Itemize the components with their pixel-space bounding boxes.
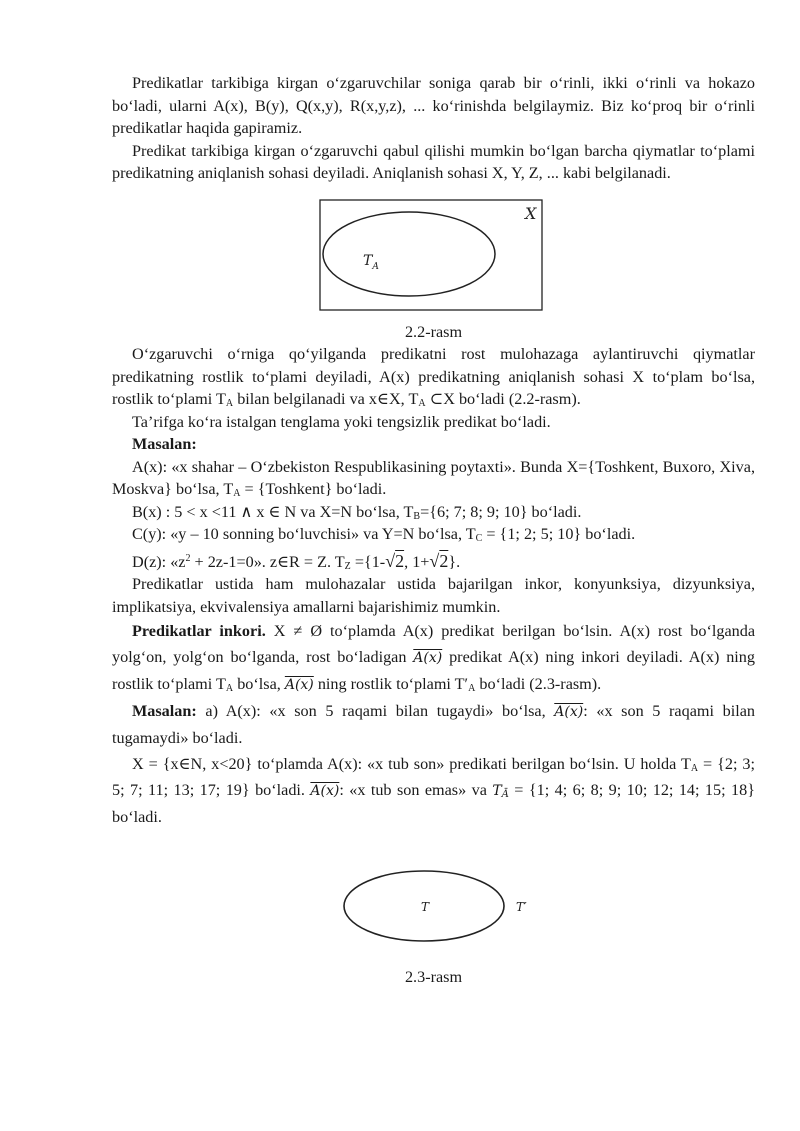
example-negation-prime: X = {x∈N, x<20} to‘plamda A(x): «x tub son» predikati berilgan bo‘lsin. U holda $T_A = \{2$; 3; 5; 7; 11; 13; 17; 19} bo‘ladi. A(x): «x tub son emas» va $T_Ā = \{1$; 4; 6; 8; 9; 10; 12; 14; 15; 18} bo‘ladi.: [112, 755, 755, 826]
paragraph-equation-note: Ta’rifga ko‘ra istalgan tenglama yoki tengsizlik predikat bo‘ladi.: [132, 412, 551, 431]
example-b: B(x) : 5 < x <11 ∧ x ∈ N va X=N bo‘lsa, $T_B=\{6$; 7; 8; 9; 10} bo‘ladi.: [132, 502, 582, 522]
paragraph-predicate-arity: Predikatlar tarkibiga kirgan o‘zgaruvchilar soniga qarab bir o‘rinli, ikki o‘rinli va hokazo bo‘ladi, ularni A(x), B(y), Q(x,y), R(x,y,z), ... ko‘rinishda belgilaymiz. Biz ko‘proq bir o‘rinli predikatlar haqida gapiramiz.: [112, 74, 755, 137]
figure-2-3: [112, 868, 755, 968]
set-x-rectangle: [320, 200, 542, 310]
figure-2-3-caption: 2.3-rasm: [404, 968, 463, 986]
negated-predicate: A(x): [310, 783, 340, 799]
paragraph-operations: Predikatlar ustida ham mulohazalar ustida bajarilgan inkor, konyunksiya, dizyunksiya, implikatsiya, ekvivalensiya amallarni bajarishimiz mumkin.: [112, 575, 755, 616]
paragraph-domain-definition: Predikat tarkibiga kirgan o‘zgaruvchi qabul qilishi mumkin bo‘lgan barcha qiymatlar to‘plami predikatning aniqlanish sohasi deyiladi. Aniqlanish sohasi X, Y, Z, ... kabi belgilanadi.: [112, 141, 755, 182]
paragraph-truth-set: O‘zgaruvchi o‘rniga qo‘yilganda predikatni rost mulohazaga aylantiruvchi qiymatlar predikatning rostlik to‘plami deyiladi, A(x) predikatning aniqlanish sohasi X to‘plam bo‘lsa, rostlik to‘plami $T_A$ bilan belgilanadi va x∈X, $T_A$ ⊂X bo‘ladi (2.2-rasm).: [112, 345, 755, 409]
example-c: C(y): «y – 10 sonning bo‘luvchisi» va Y=N bo‘lsa, $T_C = \{1$; 2; 5; 10} bo‘ladi.: [132, 525, 636, 544]
venn-diagram-domain: [319, 199, 543, 311]
paragraph-predicate-negation: Predikatlar inkori. X ≠ Ø to‘plamda A(x) predikat berilgan bo‘lsin. A(x) rost bo‘lganda yolg‘on, yolg‘on bo‘lganda, rost bo‘ladigan A(x) predikat A(x) ning inkori deyiladi. A(x) ning rostlik to‘plami $T_A$ bo‘lsa, A(x) ning rostlik to‘plami $T'_A$ bo‘ladi (2.3-rasm).: [112, 622, 756, 694]
set-t-label: T: [421, 900, 430, 914]
set-ta-ellipse: [323, 212, 495, 296]
figure-2-2-caption: 2.2-rasm: [404, 322, 463, 341]
example-negation-digit-five: Masalan: a) A(x): «x son 5 raqami bilan tugaydi» bo‘lsa, A(x): «x son 5 raqami bilan tugamaydi» bo‘ladi.: [112, 702, 755, 747]
sqrt-symbol: √2: [429, 550, 449, 571]
example-a: A(x): «x shahar – O‘zbekiston Respublikasining poytaxti». Bunda X={Toshkent, Buxoro, Xiva, Moskva} bo‘lsa, $T_A$ = {Toshkent} bo‘ladi.: [112, 457, 755, 499]
figure-2-2: [112, 199, 755, 321]
example-heading: Masalan:: [132, 435, 197, 453]
negated-predicate: A(x): [413, 650, 443, 666]
complement-diagram: [342, 868, 542, 958]
negated-predicate: A(x): [284, 677, 314, 693]
negated-predicate: A(x): [554, 704, 584, 720]
sqrt-symbol: √2: [385, 550, 405, 571]
truth-set-complement-symbol: $T_Ā$: [492, 783, 509, 800]
page-content: [112, 72, 755, 989]
set-x-label: X: [525, 203, 537, 223]
set-t-prime-label: T′: [516, 900, 527, 914]
set-ta-label: $T_A$: [363, 252, 379, 272]
example-d: D(z): «$z^2 + 2z-1=0$». z∈R = Z. $T_Z =\{1-√2$, 1+√2}.: [132, 550, 461, 572]
